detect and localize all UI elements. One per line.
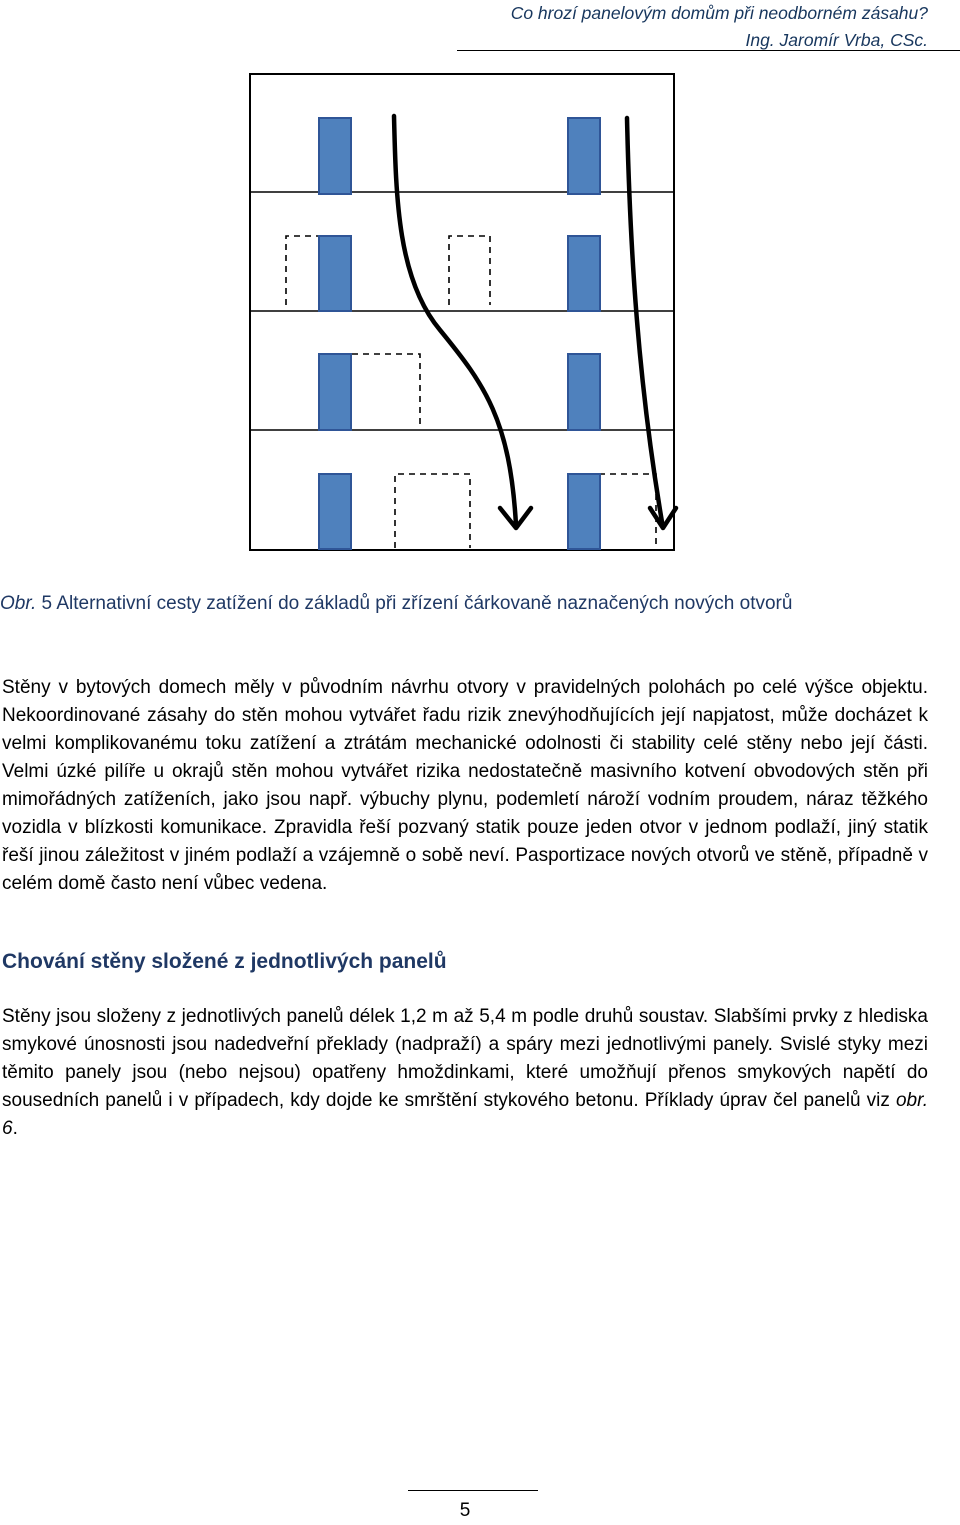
body-paragraph-2 [2,1003,928,1143]
paragraph-2-text: Stěny jsou složeny z jednotlivých panelů délek 1,2 m až 5,4 m podle druhů soustav. Slabšími prvky z hlediska smykové únosnosti jsou nadedveřní překlady (nadpraží) a spáry mezi jednotlivými panely. Svislé styky mezi těmito panely jsou (nebo nejsou) opatřeny hmoždinkami, které umožňují přenos smykových napětí do sousedních panelů i v případech, kdy dojde ke smrštění stykového betonu. Příklady úprav čel panelů viz [2,1006,928,1111]
new-opening-dashed [449,236,490,305]
header-author: Ing. Jaromír Vrba, CSc. [745,30,928,50]
load-path-arrow [627,118,662,522]
window [568,118,600,194]
new-opening-dashed [286,236,321,305]
new-opening-dashed [395,474,470,548]
footer-divider [408,1490,538,1491]
window [568,354,600,430]
window [319,118,351,194]
window [568,236,600,311]
window [568,474,600,549]
wall-outline [250,74,674,550]
body-paragraph-1: Stěny v bytových domech měly v původním návrhu otvory v pravidelných polohách po celé výšce objektu. Nekoordinované zásahy do stěn mohou vytvářet řadu rizik znevýhodňujících její napjatost, může docházet k velmi komplikovanému toku zatížení a ztrátám mechanické odolnosti či stability celé stěny nebo její části. Velmi úzké pilíře u okrajů stěn mohou vytvářet rizika nedostatečně masivního kotvení obvodových stěn při mimořádných zatíženích, jako jsou např. výbuchy plynu, podemletí nároží vodním proudem, náraz těžkého vozidla v blízkosti komunikace. Zpravidla řeší pozvaný statik pouze jeden otvor v jednom podlaží, jiný statik řeší jinou záležitost v jiném podlaží a vzájemně o sobě neví. Pasportizace nových otvorů ve stěně, případně v celém domě často není vůbec vedena. [2,677,928,894]
section-heading: Chování stěny složené z jednotlivých panelů [2,950,447,973]
original-windows [319,118,600,549]
paragraph-2-end: . [12,1118,18,1139]
caption-text: Alternativní cesty zatížení do základů při zřízení čárkovaně naznačených nových otvorů [56,593,793,614]
window [319,354,351,430]
page-number: 5 [459,1500,471,1521]
figure-caption [0,593,792,615]
load-path-figure [0,0,960,560]
load-path-arrow [394,116,516,525]
figure-reference: obr. 6 [2,1090,929,1139]
caption-number: 5 [41,593,53,614]
new-opening-dashed [599,474,656,548]
window [319,236,351,311]
header-title: Co hrozí panelovým domům při neodborném zásahu? [510,3,928,23]
new-opening-dashed [352,354,420,424]
window [319,474,351,549]
caption-label: Obr. [0,593,37,614]
